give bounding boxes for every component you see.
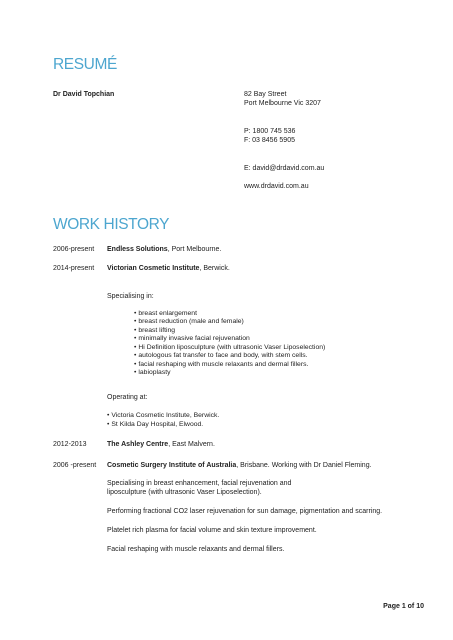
paragraph-line: liposculpture (with ultrasonic Vaser Liposelection). <box>107 489 262 497</box>
csia-reshaping: Facial reshaping with muscle relaxants and dermal fillers. <box>107 546 285 553</box>
job-employer: Endless Solutions <box>107 246 168 253</box>
list-item: • autologous fat transfer to face and body, with stem cells. <box>134 352 325 360</box>
job-period: 2006-present <box>53 246 95 253</box>
address-suburb: Port Melbourne Vic 3207 <box>244 100 321 107</box>
job-location: , Berwick. <box>199 265 230 272</box>
list-item: • St Kilda Day Hospital, Elwood. <box>107 420 219 429</box>
job-title <box>107 461 372 470</box>
job-title <box>107 245 221 254</box>
job-location: , Brisbane. Working with Dr Daniel Fleming. <box>236 462 372 469</box>
job-employer: Victorian Cosmetic Institute <box>107 265 200 272</box>
work-history-heading: WORK HISTORY <box>53 216 170 233</box>
job-employer: Cosmetic Surgery Institute of Australia <box>107 462 237 469</box>
locations-list <box>107 411 219 429</box>
page-number: Page 1 of 10 <box>383 603 424 610</box>
website-address: www.drdavid.com.au <box>244 183 309 190</box>
fax-number: F: 03 8456 5905 <box>244 137 295 144</box>
job-title <box>107 264 230 273</box>
list-item: • breast reduction (male and female) <box>134 318 325 326</box>
email-address: E: david@drdavid.com.au <box>244 165 325 172</box>
phone-number: P: 1800 745 536 <box>244 128 296 135</box>
csia-laser: Performing fractional CO2 laser rejuvenation for sun damage, pigmentation and scarring. <box>107 508 383 515</box>
list-item: • Victoria Cosmetic Institute, Berwick. <box>107 411 219 420</box>
specialties-list <box>134 310 325 378</box>
operating-label: Operating at: <box>107 394 148 401</box>
csia-prp: Platelet rich plasma for facial volume and skin texture improvement. <box>107 527 317 534</box>
job-period: 2014-present <box>53 265 95 272</box>
list-item: • Hi Definition liposculpture (with ultrasonic Vaser Liposelection) <box>134 344 325 352</box>
paragraph-line: Specialising in breast enhancement, facial rejuvenation and <box>107 480 292 487</box>
candidate-name: Dr David Topchian <box>53 91 115 98</box>
job-employer: The Ashley Centre <box>107 441 169 448</box>
list-item: • facial reshaping with muscle relaxants and dermal fillers. <box>134 361 325 369</box>
resume-heading: RESUMÉ <box>53 56 117 73</box>
job-period: 2012-2013 <box>53 441 87 448</box>
job-period: 2006 -present <box>53 462 97 469</box>
list-item: • breast lifting <box>134 327 325 335</box>
job-location: , East Malvern. <box>168 441 215 448</box>
csia-specialising <box>107 479 291 498</box>
specialising-label: Specialising in: <box>107 293 154 300</box>
address-street: 82 Bay Street <box>244 91 287 98</box>
list-item: • breast enlargement <box>134 310 325 318</box>
job-location: , Port Melbourne. <box>167 246 222 253</box>
list-item: • labioplasty <box>134 369 325 377</box>
job-title <box>107 440 215 449</box>
list-item: • minimally invasive facial rejuvenation <box>134 335 325 343</box>
